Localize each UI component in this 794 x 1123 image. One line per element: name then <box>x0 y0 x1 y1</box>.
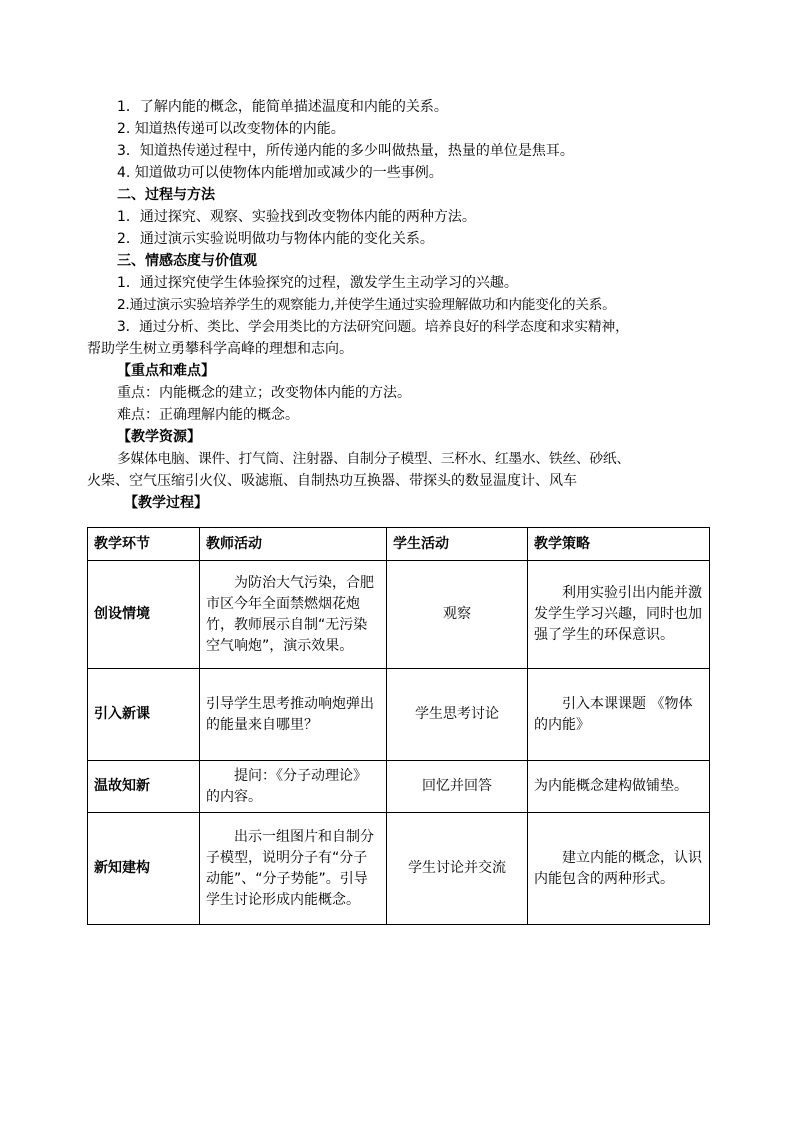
resources-heading: 【教学资源】 <box>117 429 201 445</box>
table-row <box>88 761 710 813</box>
row-teacher: 引导学生思考推动响炮弹出的能量来自哪里？ <box>200 669 387 761</box>
row-student: 学生思考讨论 <box>387 669 528 761</box>
key-heading: 【重点和难点】 <box>117 363 215 379</box>
teaching-process-table <box>87 527 710 925</box>
process-item-1: 1．通过探究、观察、实验找到改变物体内能的两种方法。 <box>117 209 476 225</box>
emotion-item-3-continued: 帮助学生树立勇攀科学高峰的理想和志向。 <box>87 341 353 357</box>
process-table-heading: 【教学过程】 <box>124 495 208 511</box>
knowledge-item-4: 4. 知道做功可以使物体内能增加或减少的一些事例。 <box>117 165 443 181</box>
difficulty: 难点：正确理解内能的概念。 <box>117 407 299 423</box>
table-row <box>88 561 710 669</box>
knowledge-item-3: 3．知道热传递过程中，所传递内能的多少叫做热量，热量的单位是焦耳。 <box>117 143 574 159</box>
row-stage: 新知建构 <box>88 813 200 925</box>
row-student: 观察 <box>387 561 528 669</box>
key-point: 重点：内能概念的建立；改变物体内能的方法。 <box>117 385 411 401</box>
row-stage: 创设情境 <box>88 561 200 669</box>
row-student: 学生讨论并交流 <box>387 813 528 925</box>
emotion-item-1: 1．通过探究使学生体验探究的过程，激发学生主动学习的兴趣。 <box>117 275 518 291</box>
process-heading: 二、过程与方法 <box>117 187 215 203</box>
row-strategy: 引入本课课题 《物体的内能》 <box>528 669 710 761</box>
resources-line-1: 多媒体电脑、课件、打气筒、注射器、自制分子模型、三杯水、红墨水、铁丝、砂纸、 <box>117 451 630 467</box>
process-item-2: 2．通过演示实验说明做功与物体内能的变化关系。 <box>117 231 434 247</box>
row-strategy: 建立内能的概念，认识内能包含的两种形式。 <box>528 813 710 925</box>
resources-line-2: 火柴、空气压缩引火仪、吸滤瓶、自制热功互换器、带探头的数显温度计、风车 <box>87 473 577 489</box>
row-strategy: 利用实验引出内能并激发学生学习兴趣，同时也加强了学生的环保意识。 <box>528 561 710 669</box>
header-teacher: 教师活动 <box>200 528 387 561</box>
knowledge-item-2: 2. 知道热传递可以改变物体的内能。 <box>117 121 345 137</box>
row-teacher: 为防治大气污染，合肥市区今年全面禁燃烟花炮竹，教师展示自制“无污染空气响炮”，演示效果。 <box>200 561 387 669</box>
header-student: 学生活动 <box>387 528 528 561</box>
row-stage: 温故知新 <box>88 761 200 813</box>
table-header-row <box>88 528 710 561</box>
knowledge-item-1: 1．了解内能的概念，能简单描述温度和内能的关系。 <box>117 99 448 115</box>
emotion-heading: 三、情感态度与价值观 <box>117 253 257 269</box>
row-teacher: 出示一组图片和自制分子模型，说明分子有“分子动能”、“分子势能”。引导学生讨论形成内能概念。 <box>200 813 387 925</box>
row-student: 回忆并回答 <box>387 761 528 813</box>
row-stage: 引入新课 <box>88 669 200 761</box>
header-stage: 教学环节 <box>88 528 200 561</box>
table-row <box>88 813 710 925</box>
table-row <box>88 669 710 761</box>
header-strategy: 教学策略 <box>528 528 710 561</box>
emotion-item-2: 2.通过演示实验培养学生的观察能力,并使学生通过实验理解做功和内能变化的关系。 <box>117 297 616 313</box>
emotion-item-3: 3．通过分析、类比、学会用类比的方法研究问题。培养良好的科学态度和求实精神， <box>117 319 629 335</box>
row-teacher: 提问：《分子动理论》的内容。 <box>200 761 387 813</box>
row-strategy: 为内能概念建构做铺垫。 <box>528 761 710 813</box>
